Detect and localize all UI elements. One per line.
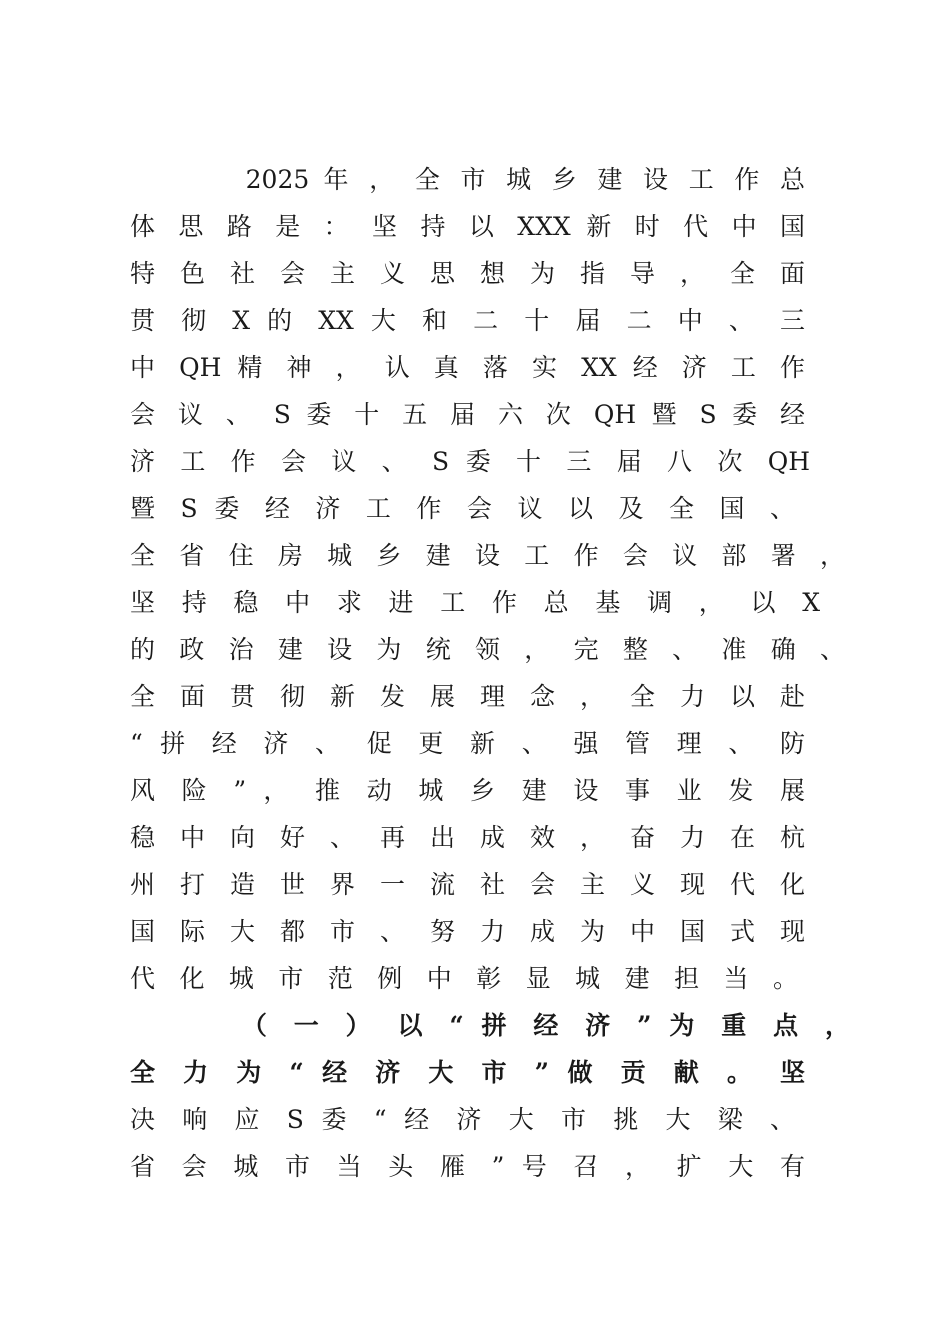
text-line: 2025 年 ， 全 市 城 乡 建 设 工 作 总	[200, 165, 805, 194]
text-line: 的 政 治 建 设 为 统 领 ， 完 整 、 准 确 、	[130, 635, 845, 664]
text-line: 济 工 作 会 议 、 S 委 十 三 届 八 次 QH	[130, 447, 810, 476]
text-line: 体 思 路 是 ： 坚 持 以 XXX 新 时 代 中 国	[130, 212, 805, 241]
text-line: “ 拼 经 济 、 促 更 新 、 强 管 理 、 防	[130, 729, 805, 758]
text-line: 全 面 贯 彻 新 发 展 理 念 ， 全 力 以 赴	[130, 682, 805, 711]
text-line: 特 色 社 会 主 义 思 想 为 指 导 ， 全 面	[130, 259, 805, 288]
text-line: 稳 中 向 好 、 再 出 成 效 ， 奋 力 在 杭	[130, 823, 805, 852]
text-line: 会 议 、 S 委 十 五 届 六 次 QH 暨 S 委 经	[130, 400, 805, 429]
text-line: 州 打 造 世 界 一 流 社 会 主 义 现 代 化	[130, 870, 805, 899]
text-line: 中 QH 精 神 ， 认 真 落 实 XX 经 济 工 作	[130, 353, 805, 382]
section-heading-line: （ 一 ） 以 “ 拼 经 济 ” 为 重 点 ，	[190, 1011, 850, 1040]
section-heading-line: 全 力 为 “ 经 济 大 市 ” 做 贡 献 。 坚	[130, 1058, 805, 1087]
text-line: 代 化 城 市 范 例 中 彰 显 城 建 担 当 。	[130, 964, 798, 993]
text-line: 贯 彻 X 的 XX 大 和 二 十 届 二 中 、 三	[130, 306, 805, 335]
text-line: 决 响 应 S 委 “ 经 济 大 市 挑 大 梁 、	[130, 1105, 795, 1134]
text-line: 风 险 ” ， 推 动 城 乡 建 设 事 业 发 展	[130, 776, 805, 805]
text-line: 暨 S 委 经 济 工 作 会 议 以 及 全 国 、	[130, 494, 795, 523]
text-line: 国 际 大 都 市 、 努 力 成 为 中 国 式 现	[130, 917, 805, 946]
text-line: 全 省 住 房 城 乡 建 设 工 作 会 议 部 署 ，	[130, 541, 845, 570]
text-line: 坚 持 稳 中 求 进 工 作 总 基 调 ， 以 X	[130, 588, 820, 617]
text-line: 省 会 城 市 当 头 雁 ” 号 召 ， 扩 大 有	[130, 1152, 805, 1181]
